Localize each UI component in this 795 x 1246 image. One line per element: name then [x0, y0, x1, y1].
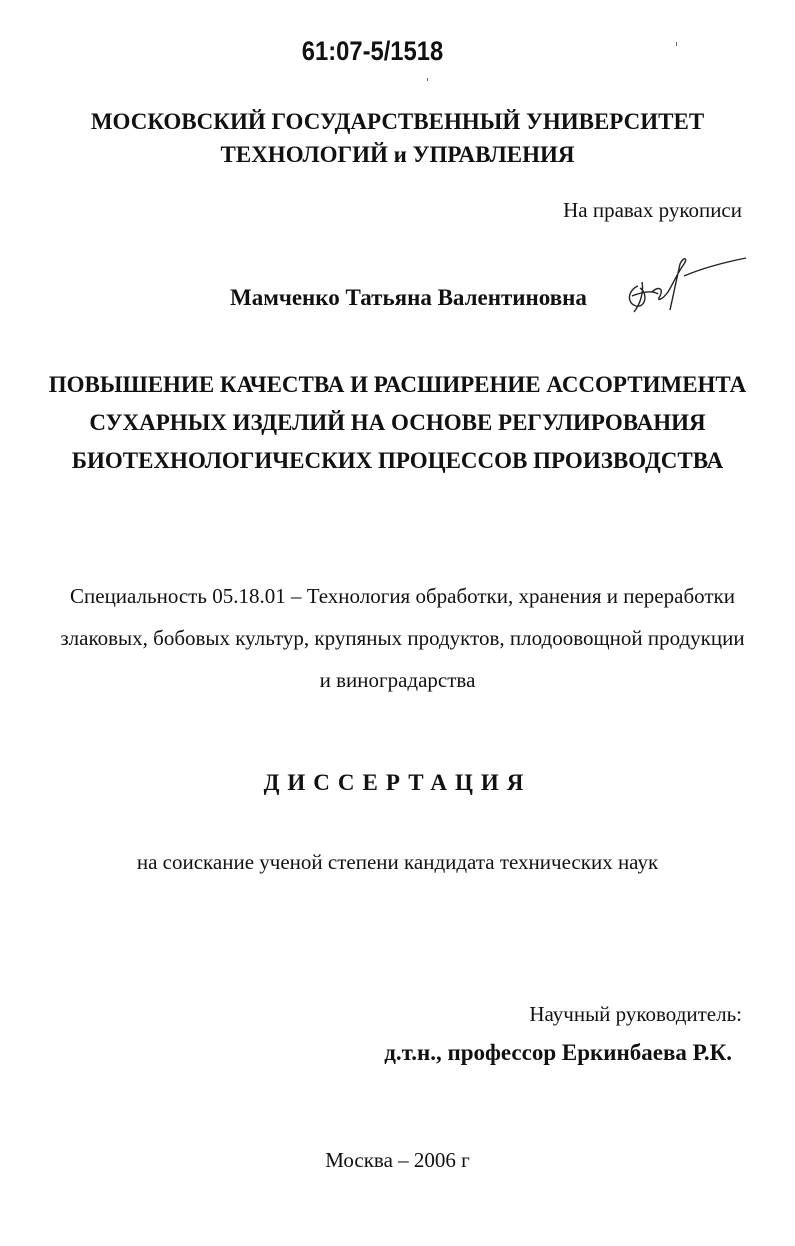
scan-speck [676, 42, 677, 46]
specialty-line-2: злаковых, бобовых культур, крупяных продуктов, плодоовощной продукции [60, 626, 745, 650]
specialty-line-3: и виноградарства [319, 668, 476, 692]
supervisor-name: д.т.н., профессор Еркинбаева Р.К. [384, 1040, 732, 1065]
degree: на соискание ученой степени кандидата технических наук [136, 850, 659, 874]
place-year: Москва – 2006 г [325, 1148, 470, 1172]
document-type: ДИССЕРТАЦИЯ [263, 770, 532, 795]
author-name: Мамченко Татьяна Валентиновна [230, 285, 587, 310]
title-line-1: ПОВЫШЕНИЕ КАЧЕСТВА И РАСШИРЕНИЕ АССОРТИМЕНТА [48, 372, 747, 397]
archive-code: 61:07-5/1518 [301, 36, 444, 66]
specialty-line-1: Специальность 05.18.01 – Технология обработки, хранения и переработки [70, 584, 735, 608]
institution-line-1: МОСКОВСКИЙ ГОСУДАРСТВЕННЫЙ УНИВЕРСИТЕТ [90, 109, 705, 134]
title-line-3: БИОТЕХНОЛОГИЧЕСКИХ ПРОЦЕССОВ ПРОИЗВОДСТВА [71, 448, 724, 473]
signature [618, 248, 753, 318]
supervisor-label: Научный руководитель: [529, 1002, 742, 1026]
title-line-2: СУХАРНЫХ ИЗДЕЛИЙ НА ОСНОВЕ РЕГУЛИРОВАНИЯ [89, 410, 706, 435]
scan-speck [427, 78, 428, 81]
institution-line-2: ТЕХНОЛОГИЙ и УПРАВЛЕНИЯ [220, 142, 575, 167]
manuscript-rights: На правах рукописи [563, 198, 742, 222]
